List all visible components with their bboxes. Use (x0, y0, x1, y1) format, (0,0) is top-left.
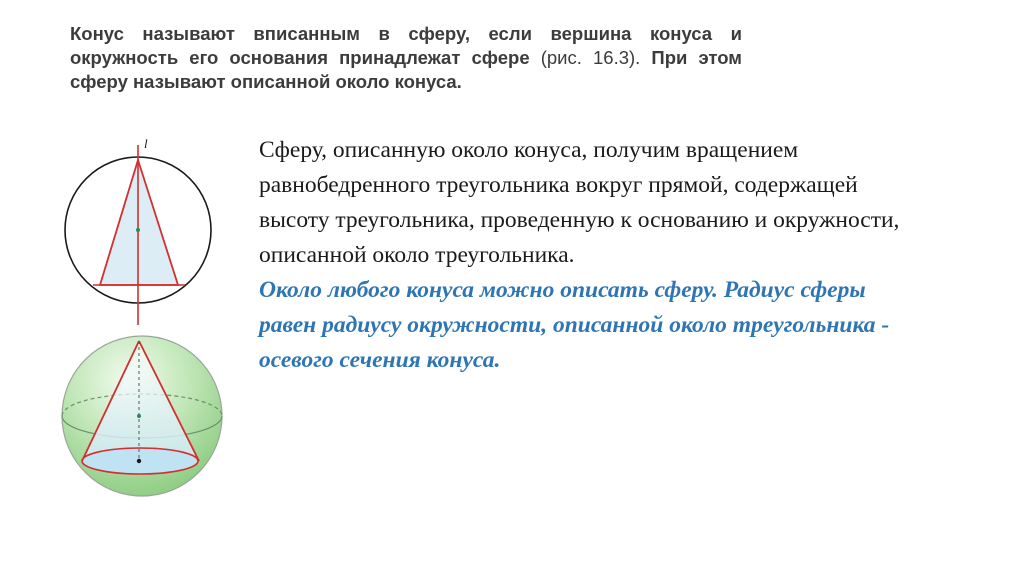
sphere-center (137, 414, 141, 418)
theorem-statement: Около любого конуса можно описать сферу. Радиус сферы равен радиусу окружности, описанной около треугольника - осевого сечения конуса. (259, 277, 890, 373)
sphere-with-cone-diagram (62, 336, 222, 496)
explanation-block (259, 133, 919, 378)
triangle-fill (100, 160, 178, 285)
circle-center (136, 228, 140, 232)
base-center (137, 459, 141, 463)
figure-reference: (рис. 16.3). (540, 47, 641, 68)
intro-paragraph (70, 22, 742, 94)
axis-label: l (144, 136, 148, 151)
explanation-paragraph: Сферу, описанную около конуса, получим вращением равнобедренного треугольника вокруг прямой, содержащей высоту треугольника, проведенную к основанию и окружности, описанной около треугольника. (259, 137, 900, 268)
intro-text-1: Конус называют вписанным в сферу, если вершина конуса и окружность его основания принадлежат сфере (70, 23, 742, 68)
cone-sphere-figures (55, 135, 235, 505)
intro-text-2: При этом сферу называют описанной около конуса. (70, 47, 742, 92)
axial-section-diagram (65, 136, 211, 325)
